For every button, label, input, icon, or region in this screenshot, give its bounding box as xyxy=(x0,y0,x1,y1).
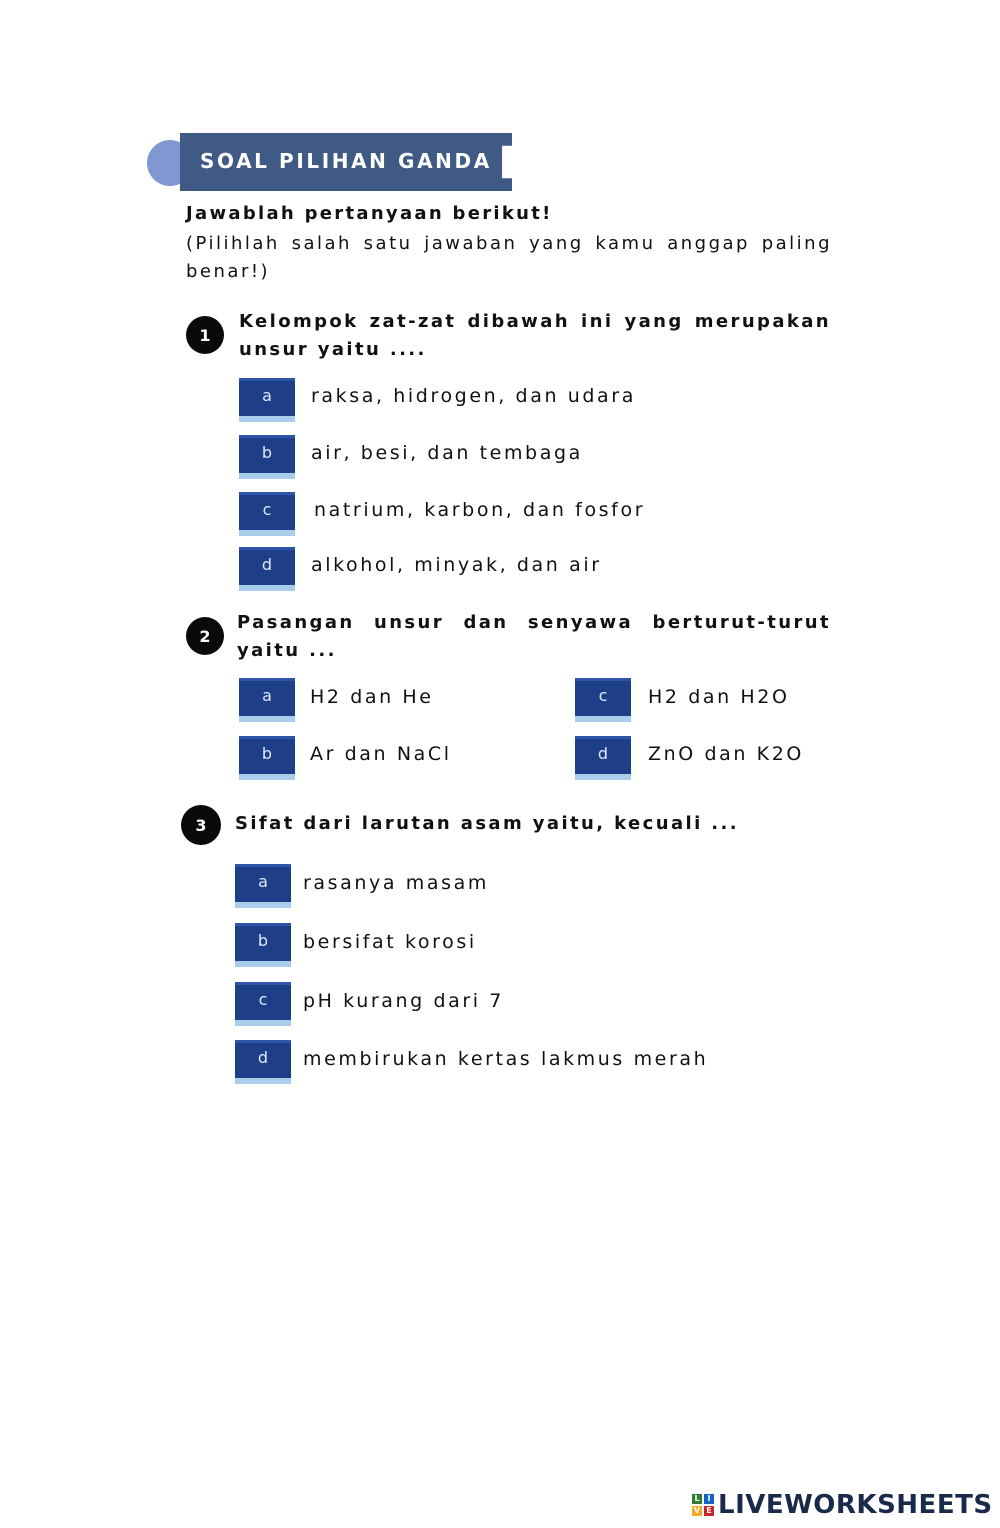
q1-option-a-text: raksa, hidrogen, dan udara xyxy=(311,385,636,407)
q3-option-c-text: pH kurang dari 7 xyxy=(303,990,504,1012)
q3-option-d-text: membirukan kertas lakmus merah xyxy=(303,1048,709,1070)
question-3-text: Sifat dari larutan asam yaitu, kecuali ... xyxy=(235,813,740,834)
q1-option-c-text: natrium, karbon, dan fosfor xyxy=(314,499,646,521)
q1-option-d-text: alkohol, minyak, dan air xyxy=(311,554,602,576)
q3-option-b-button[interactable]: b xyxy=(235,923,291,961)
logo-letter-e: E xyxy=(704,1506,714,1516)
logo-text: LIVEWORKSHEETS xyxy=(718,1490,993,1520)
q1-option-d-button[interactable]: d xyxy=(239,547,295,585)
question-2-number: 2 xyxy=(186,617,224,655)
q1-option-b-button[interactable]: b xyxy=(239,435,295,473)
q1-option-a-button[interactable]: a xyxy=(239,378,295,416)
q2-option-a-text: H2 dan He xyxy=(310,686,434,708)
q2-option-b-text: Ar dan NaCl xyxy=(310,743,452,765)
q3-option-d-button[interactable]: d xyxy=(235,1040,291,1078)
q2-option-a-button[interactable]: a xyxy=(239,678,295,716)
q2-option-b-button[interactable]: b xyxy=(239,736,295,774)
question-3-number: 3 xyxy=(181,805,221,845)
logo-letter-i: I xyxy=(704,1494,714,1504)
q3-option-a-text: rasanya masam xyxy=(303,872,489,894)
q3-option-c-button[interactable]: c xyxy=(235,982,291,1020)
liveworksheets-logo xyxy=(692,1490,993,1520)
page-title: SOAL PILIHAN GANDA xyxy=(200,149,492,173)
question-1-text: Kelompok zat-zat dibawah ini yang merupakan unsur yaitu .... xyxy=(239,311,831,360)
question-1-number: 1 xyxy=(186,316,224,354)
instructions-title: Jawablah pertanyaan berikut! xyxy=(186,203,553,224)
q2-option-d-button[interactable]: d xyxy=(575,736,631,774)
q2-option-d-text: ZnO dan K2O xyxy=(648,743,804,765)
q1-option-b-text: air, besi, dan tembaga xyxy=(311,442,583,464)
q1-option-c-button[interactable]: c xyxy=(239,492,295,530)
question-2-text: Pasangan unsur dan senyawa berturut-turut yaitu ... xyxy=(237,612,831,661)
logo-letter-l: L xyxy=(692,1494,702,1504)
logo-grid-icon xyxy=(692,1494,714,1516)
logo-letter-v: V xyxy=(693,1506,701,1515)
instructions-text: (Pilihlah salah satu jawaban yang kamu anggap paling benar!) xyxy=(186,233,832,282)
q2-option-c-button[interactable]: c xyxy=(575,678,631,716)
q2-option-c-text: H2 dan H2O xyxy=(648,686,790,708)
q3-option-a-button[interactable]: a xyxy=(235,864,291,902)
q3-option-b-text: bersifat korosi xyxy=(303,931,477,953)
